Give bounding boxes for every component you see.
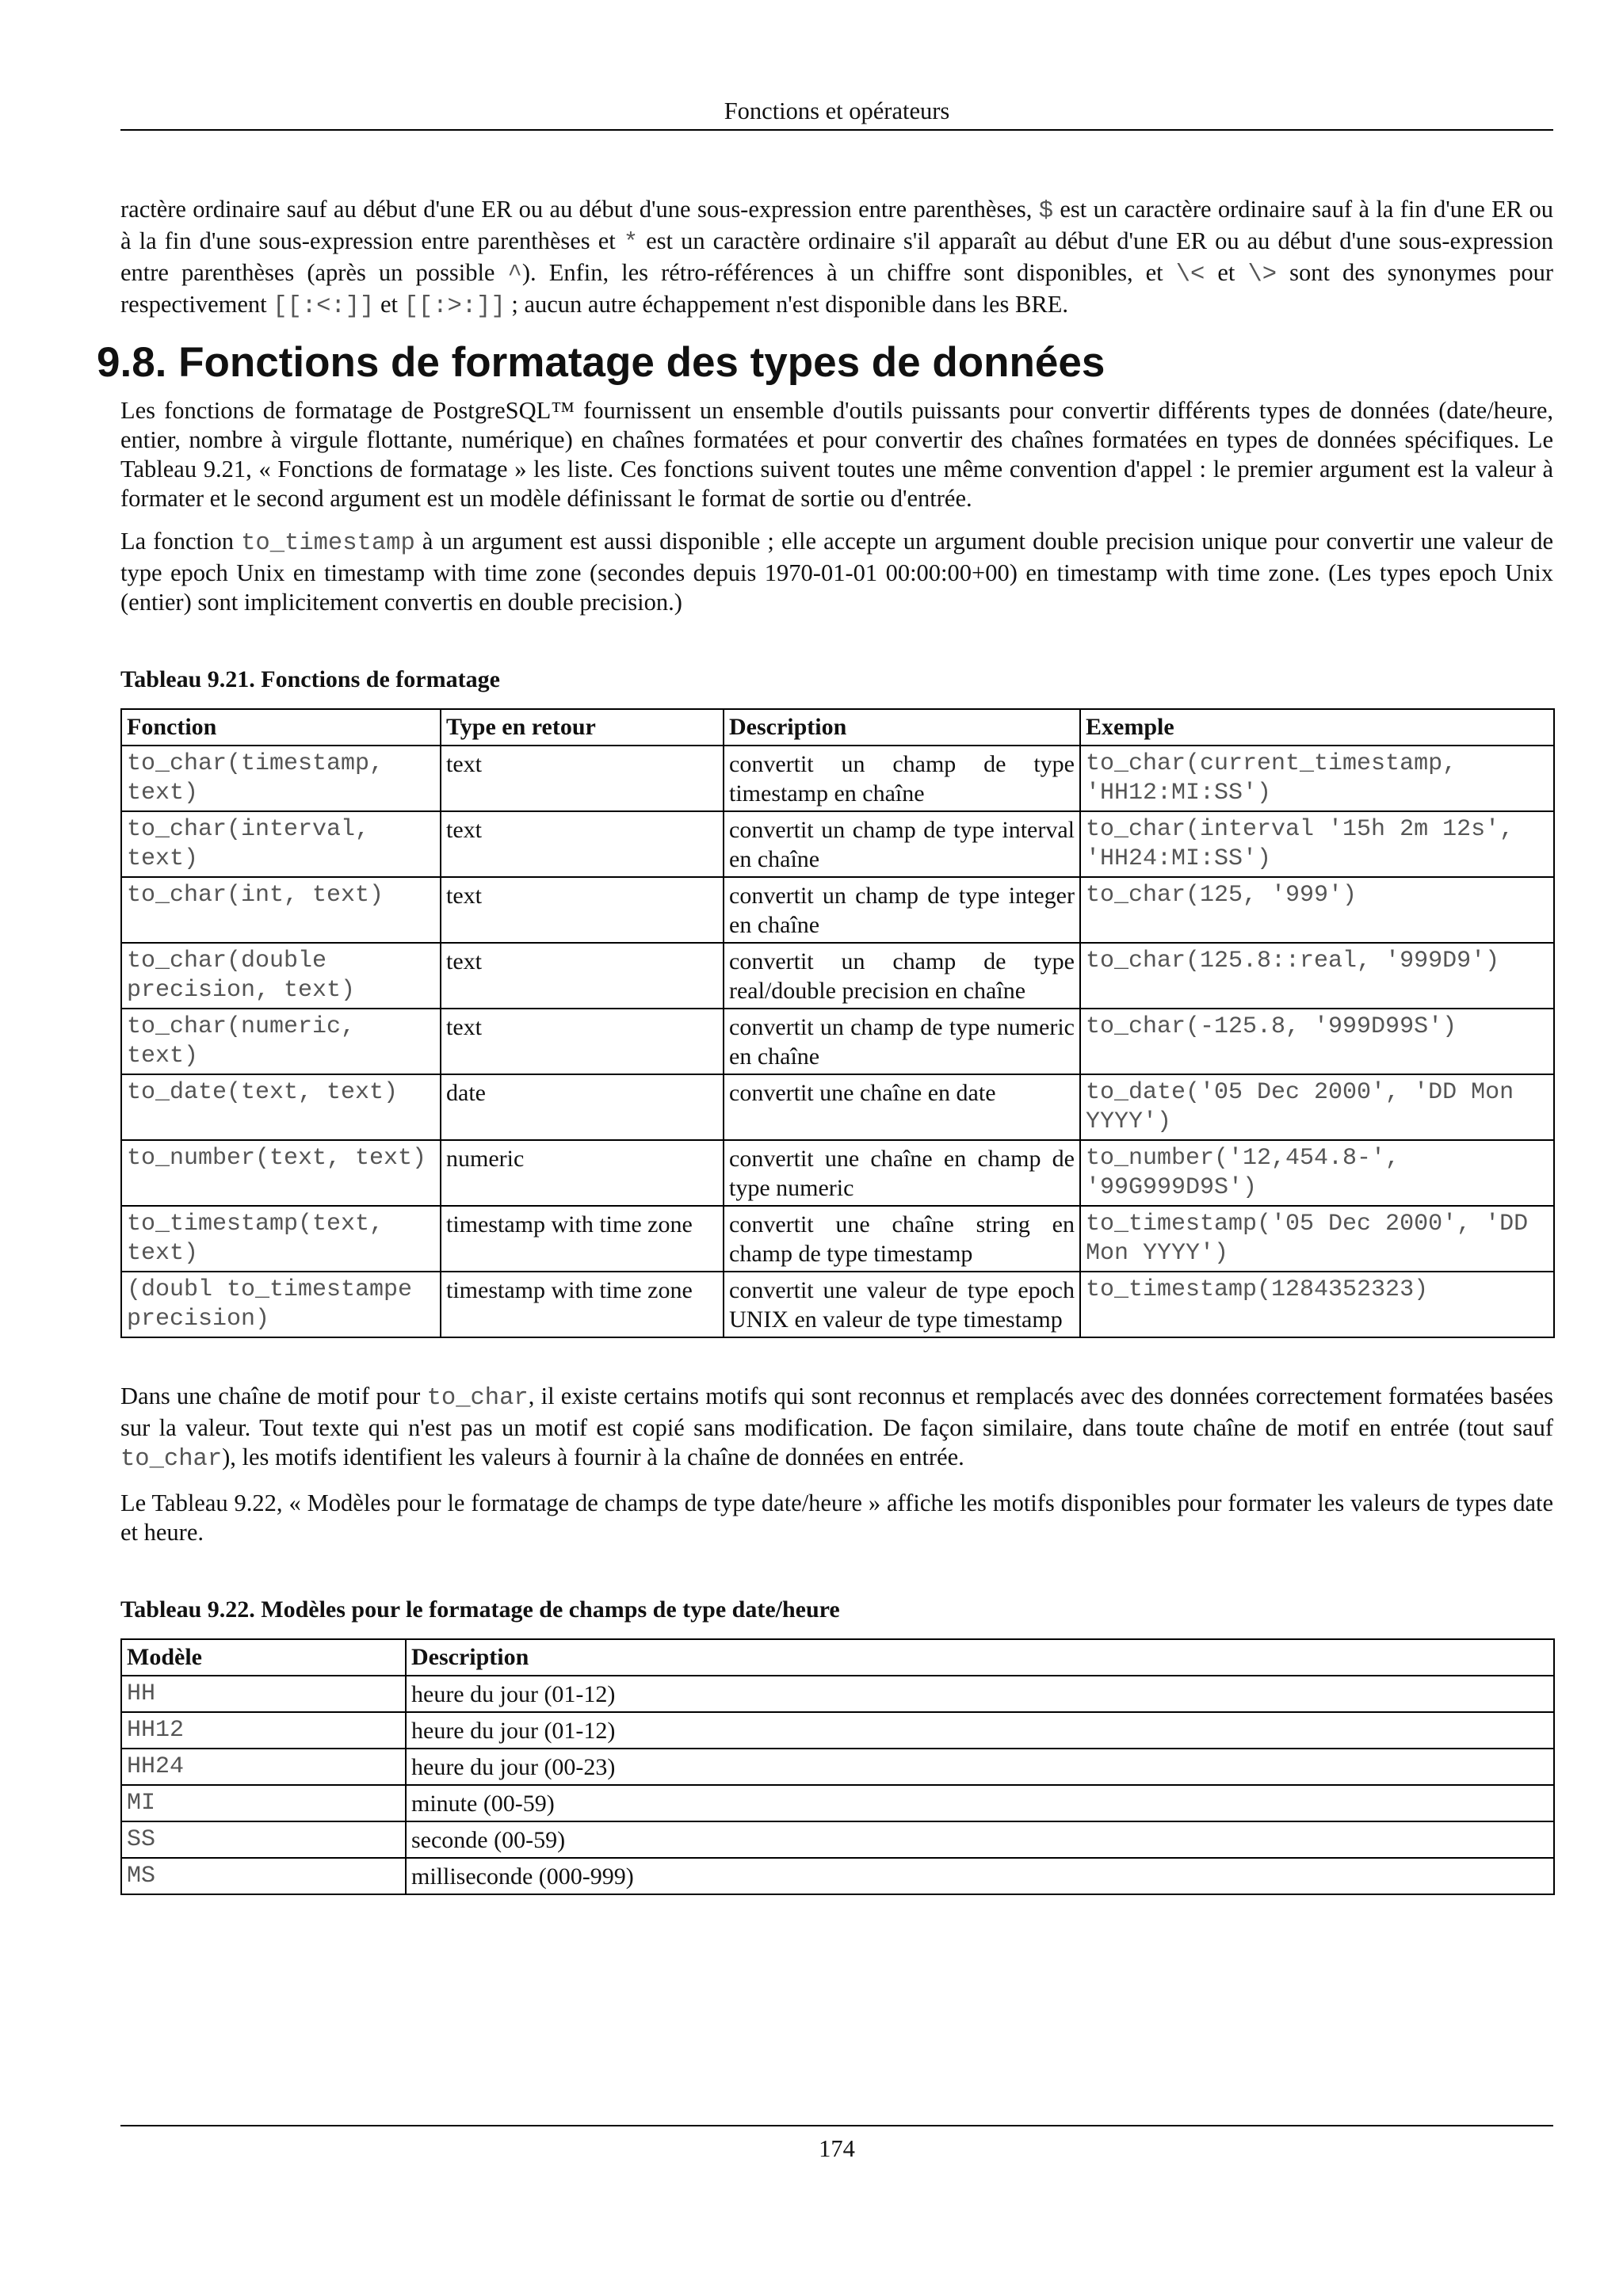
text: est un caractère ordinaire sauf à la fin d'une ER ou à la fin d'une sous-expression entre parenthèses et bbox=[120, 196, 1553, 254]
description-cell: convertit une chaîne string en champ de type timestamp bbox=[724, 1206, 1080, 1272]
description-cell: minute (00-59) bbox=[406, 1785, 1554, 1821]
function-cell: (doubl to_timestampe precision) bbox=[121, 1272, 441, 1337]
pattern-cell: HH24 bbox=[121, 1749, 406, 1785]
return-type-cell: timestamp with time zone bbox=[441, 1272, 724, 1337]
description-cell: convertit une chaîne en date bbox=[724, 1074, 1080, 1140]
column-header: Description bbox=[406, 1639, 1554, 1676]
text: ractère ordinaire sauf au début d'une ER ou au début d'une sous-expression entre parenthèses, bbox=[120, 196, 1039, 223]
example-cell: to_char(125.8::real, '999D9') bbox=[1080, 943, 1554, 1009]
body-paragraph: Les fonctions de formatage de PostgreSQL™ fournissent un ensemble d'outils puissants pour convertir différents types de données (date/heure, entier, nombre à virgule flottante, numérique) en chaînes formatées et pour convertir des chaînes formatées en types de données spécifiques. Le Tableau 9.21, « Fonctions de formatage » les liste. Ces fonctions suivent toutes une même convention d'appel : le premier argument est la valeur à formater et le second argument est un modèle définissant le format de sortie ou d'entrée. bbox=[120, 397, 1553, 512]
example-cell: to_date('05 Dec 2000', 'DD Mon YYYY') bbox=[1080, 1074, 1554, 1140]
function-cell: to_char(interval, text) bbox=[121, 811, 441, 877]
text: à un argument est aussi disponible ; elle accepte un argument double precision unique pour convertir une valeur de type epoch Unix en timestamp with time zone (secondes depuis 1970-01-01 00:00:00+00) en timestamp with time zone. (Les types epoch Unix (entier) sont implicitement convertis en double precision.) bbox=[120, 528, 1553, 616]
formatting-functions-table bbox=[120, 708, 1555, 1338]
pattern-cell: MS bbox=[121, 1858, 406, 1894]
page-content bbox=[97, 195, 1553, 1895]
example-cell: to_char(125, '999') bbox=[1080, 877, 1554, 943]
example-cell: to_char(-125.8, '999D99S') bbox=[1080, 1009, 1554, 1074]
function-cell: to_char(double precision, text) bbox=[121, 943, 441, 1009]
return-type-cell: date bbox=[441, 1074, 724, 1140]
example-cell: to_char(current_timestamp, 'HH12:MI:SS') bbox=[1080, 746, 1554, 811]
description-cell: milliseconde (000-999) bbox=[406, 1858, 1554, 1894]
text: est un caractère ordinaire s'il apparaît au début d'une ER ou au début d'une sous-expression entre parenthèses (après un possible bbox=[120, 227, 1553, 286]
table-row bbox=[121, 1009, 1554, 1074]
return-type-cell: text bbox=[441, 1009, 724, 1074]
pattern-cell: MI bbox=[121, 1785, 406, 1821]
example-cell: to_char(interval '15h 2m 12s', 'HH24:MI:SS') bbox=[1080, 811, 1554, 877]
column-header: Modèle bbox=[121, 1639, 406, 1676]
table-row bbox=[121, 1749, 1554, 1785]
table-row bbox=[121, 1785, 1554, 1821]
pattern-cell: HH bbox=[121, 1676, 406, 1712]
return-type-cell: numeric bbox=[441, 1140, 724, 1206]
return-type-cell: text bbox=[441, 746, 724, 811]
table-row bbox=[121, 943, 1554, 1009]
table-caption: Tableau 9.21. Fonctions de formatage bbox=[120, 666, 500, 692]
pattern-cell: HH12 bbox=[121, 1712, 406, 1749]
pattern-cell: SS bbox=[121, 1821, 406, 1858]
table-row bbox=[121, 1140, 1554, 1206]
code: [[:<:]] bbox=[273, 293, 375, 320]
text: , il existe certains motifs qui sont reconnus et remplacés avec des données correctement formatées basées sur la valeur. Tout texte qui n'est pas un motif est copié sans modification. De façon similaire, dans toute chaîne de motif en entrée (tout sauf bbox=[120, 1383, 1553, 1441]
table-row bbox=[121, 1712, 1554, 1749]
text: ), les motifs identifient les valeurs à fournir à la chaîne de données en entrée. bbox=[222, 1444, 964, 1470]
table-row bbox=[121, 1206, 1554, 1272]
code: $ bbox=[1038, 198, 1054, 225]
description-cell: convertit une valeur de type epoch UNIX en valeur de type timestamp bbox=[724, 1272, 1080, 1337]
table-header-row bbox=[121, 1639, 1554, 1676]
function-cell: to_char(int, text) bbox=[121, 877, 441, 943]
column-header: Type en retour bbox=[441, 709, 724, 746]
return-type-cell: text bbox=[441, 811, 724, 877]
description-cell: convertit un champ de type real/double precision en chaîne bbox=[724, 943, 1080, 1009]
table-row bbox=[121, 746, 1554, 811]
page-number: 174 bbox=[819, 2135, 855, 2162]
code: to_char bbox=[120, 1446, 223, 1473]
footer-rule bbox=[120, 2125, 1553, 2126]
text: et bbox=[1205, 259, 1248, 286]
code: ^ bbox=[507, 261, 522, 288]
body-paragraph bbox=[120, 1382, 1553, 1474]
running-header: Fonctions et opérateurs bbox=[724, 97, 950, 124]
return-type-cell: text bbox=[441, 943, 724, 1009]
table-row bbox=[121, 1074, 1554, 1140]
description-cell: convertit un champ de type integer en chaîne bbox=[724, 877, 1080, 943]
column-header: Exemple bbox=[1080, 709, 1554, 746]
text: et bbox=[374, 291, 404, 318]
text: Dans une chaîne de motif pour bbox=[120, 1383, 427, 1409]
section-heading: 9.8. Fonctions de formatage des types de données bbox=[97, 339, 1106, 386]
table-row bbox=[121, 1858, 1554, 1894]
function-cell: to_date(text, text) bbox=[121, 1074, 441, 1140]
code: to_timestamp bbox=[241, 530, 415, 557]
text: La fonction bbox=[120, 528, 242, 555]
function-cell: to_timestamp(text, text) bbox=[121, 1206, 441, 1272]
description-cell: heure du jour (00-23) bbox=[406, 1749, 1554, 1785]
example-cell: to_number('12,454.8-', '99G999D9S') bbox=[1080, 1140, 1554, 1206]
description-cell: convertit un champ de type numeric en chaîne bbox=[724, 1009, 1080, 1074]
table-row bbox=[121, 1676, 1554, 1712]
body-paragraph bbox=[120, 527, 1553, 617]
example-cell: to_timestamp(1284352323) bbox=[1080, 1272, 1554, 1337]
description-cell: heure du jour (01-12) bbox=[406, 1712, 1554, 1749]
table-row bbox=[121, 1821, 1554, 1858]
table-row bbox=[121, 1272, 1554, 1337]
table-row bbox=[121, 811, 1554, 877]
table-caption: Tableau 9.22. Modèles pour le formatage de champs de type date/heure bbox=[120, 1596, 840, 1623]
column-header: Fonction bbox=[121, 709, 441, 746]
description-cell: convertit un champ de type interval en chaîne bbox=[724, 811, 1080, 877]
description-cell: heure du jour (01-12) bbox=[406, 1676, 1554, 1712]
intro-paragraph bbox=[120, 195, 1553, 322]
description-cell: seconde (00-59) bbox=[406, 1821, 1554, 1858]
text: sont des synonymes pour respectivement bbox=[120, 259, 1553, 318]
text: ). Enfin, les rétro-références à un chiffre sont disponibles, et bbox=[521, 259, 1176, 286]
text: ; aucun autre échappement n'est disponible dans les BRE. bbox=[505, 291, 1068, 318]
description-cell: convertit un champ de type timestamp en chaîne bbox=[724, 746, 1080, 811]
code: [[:>:]] bbox=[403, 293, 506, 320]
example-cell: to_timestamp('05 Dec 2000', 'DD Mon YYYY') bbox=[1080, 1206, 1554, 1272]
code: to_char bbox=[426, 1385, 529, 1412]
column-header: Description bbox=[724, 709, 1080, 746]
code: \> bbox=[1247, 261, 1277, 288]
header-rule bbox=[120, 129, 1553, 131]
table-row bbox=[121, 877, 1554, 943]
function-cell: to_char(timestamp, text) bbox=[121, 746, 441, 811]
code: \< bbox=[1175, 261, 1205, 288]
return-type-cell: text bbox=[441, 877, 724, 943]
body-paragraph: Le Tableau 9.22, « Modèles pour le formatage de champs de type date/heure » affiche les motifs disponibles pour formater les valeurs de types date et heure. bbox=[120, 1489, 1553, 1546]
function-cell: to_number(text, text) bbox=[121, 1140, 441, 1206]
table-header-row bbox=[121, 709, 1554, 746]
description-cell: convertit une chaîne en champ de type numeric bbox=[724, 1140, 1080, 1206]
datetime-patterns-table bbox=[120, 1638, 1555, 1895]
return-type-cell: timestamp with time zone bbox=[441, 1206, 724, 1272]
function-cell: to_char(numeric, text) bbox=[121, 1009, 441, 1074]
code: * bbox=[623, 230, 639, 257]
